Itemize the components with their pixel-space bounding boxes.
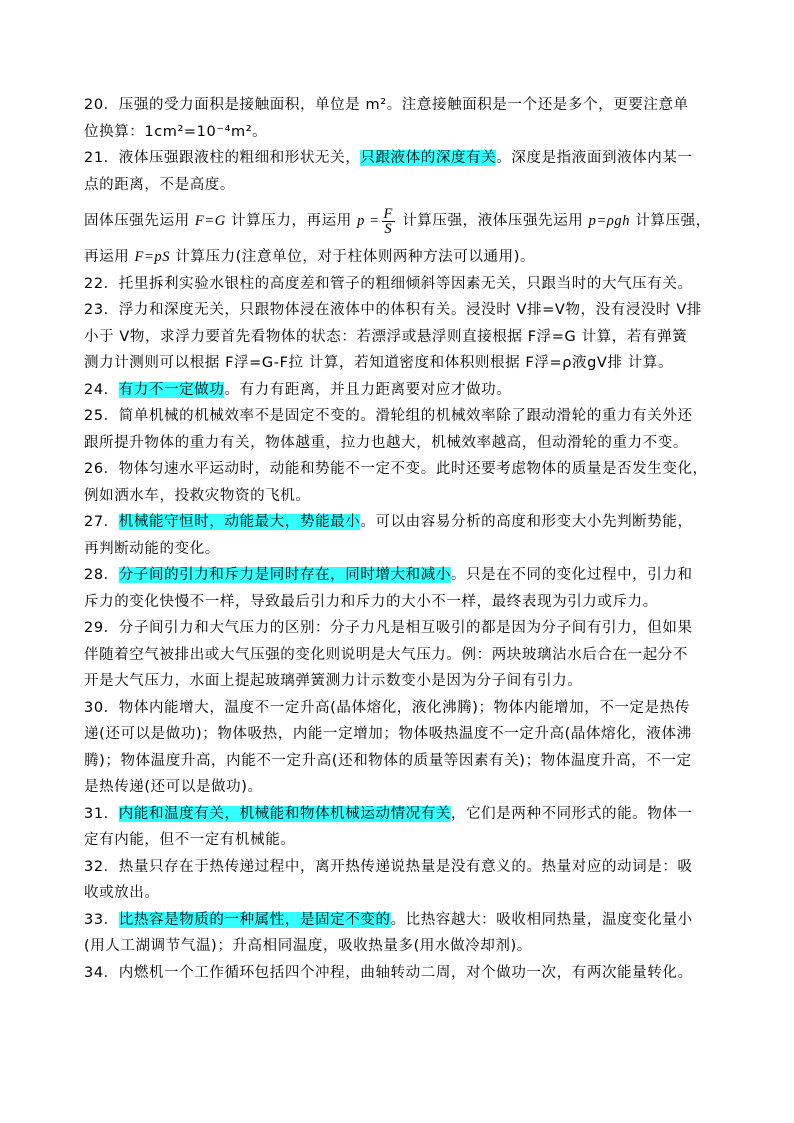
item-30-line-4: 是热传递(还可以是做功)。 bbox=[84, 779, 263, 795]
formula-f-eq-ps: F=pS bbox=[134, 249, 171, 265]
item-30-line-2: 递(还可以是做功)；物体吸热，内能一定增加；物体吸热温度不一定升高(晶体熔化，液体沸 bbox=[84, 726, 692, 742]
item-23-line-1: 23．浮力和深度无关，只跟物体浸在液体中的体积有关。浸没时 V排=V物，没有浸没时 V排 bbox=[84, 302, 702, 318]
formula-text-4: 计算压强， bbox=[630, 213, 711, 229]
item-25-line-1: 25．简单机械的机械效率不是固定不变的。滑轮组的机械效率除了跟动滑轮的重力有关外还 bbox=[84, 408, 693, 424]
item-30-line-1: 30．物体内能增大，温度不一定升高(晶体熔化，液化沸腾)；物体内能增加，不一定是热传 bbox=[84, 699, 690, 716]
item-20-line-2: 位换算：1cm²=10⁻⁴m²。 bbox=[84, 123, 268, 140]
item-33-line-1 bbox=[84, 907, 724, 934]
item-21-line-1 bbox=[84, 145, 724, 172]
formula-line-1 bbox=[84, 198, 724, 244]
item-32-line-2: 收或放出。 bbox=[84, 885, 160, 901]
item-27-text: 。可以由容易分析的高度和形变大小先判断势能， bbox=[360, 514, 693, 530]
item-22-line: 22．托里拆利实验水银柱的高度差和管子的粗细倾斜等因素无关，只跟当时的大气压有关。 bbox=[84, 275, 693, 292]
item-29-line-2: 伴随着空气被排出或大气压强的变化则说明是大气压力。例：两块玻璃沾水后合在一起分不 bbox=[84, 646, 688, 663]
formula-text-6: 计算压力(注意单位，对于柱体则两种方法可以通用)。 bbox=[170, 249, 536, 265]
item-28-text: 。只是在不同的变化过程中，引力和 bbox=[450, 567, 693, 583]
item-28-number: 28． bbox=[84, 567, 119, 583]
item-31-number: 31． bbox=[84, 805, 119, 822]
item-20-line-1: 20．压强的受力面积是接触面积，单位是 m²。注意接触面积是一个还是多个，更要注意单 bbox=[84, 97, 689, 113]
formula-line-2 bbox=[84, 244, 724, 271]
item-31-highlight: 内能和温度有关，机械能和物体机械运动情况有关 bbox=[118, 805, 451, 822]
item-28-highlight: 分子间的引力和斥力是同时存在，同时增大和减小 bbox=[118, 567, 451, 583]
item-33-text: 。比热容越大：吸收相同热量，温度变化量小 bbox=[390, 911, 693, 928]
formula-text-2: 计算压力，再运用 bbox=[225, 213, 358, 229]
fraction-numerator: F bbox=[383, 205, 393, 222]
item-27-line-1 bbox=[84, 509, 724, 536]
item-26-line-2: 例如洒水车，投救灾物资的飞机。 bbox=[84, 487, 311, 504]
item-21-text: 21．液体压强跟液柱的粗细和形状无关， bbox=[84, 150, 361, 166]
document-body bbox=[84, 92, 724, 986]
formula-text-3: 计算压强，液体压强先运用 bbox=[397, 213, 589, 229]
item-26-line-1: 26．物体匀速水平运动时，动能和势能不一定不变。此时还要考虑物体的质量是否发生变化， bbox=[84, 461, 708, 477]
item-24-text: 。有力有距离，并且力距离要对应才做功。 bbox=[224, 381, 512, 398]
formula-f-eq-g: F=G bbox=[194, 213, 226, 229]
item-24-highlight: 有力不一定做功 bbox=[118, 381, 225, 398]
item-28-line-1 bbox=[84, 562, 724, 589]
item-33-number: 33． bbox=[84, 911, 119, 928]
item-34-line: 34．内燃机一个工作循环包括四个冲程，曲轴转动二周，对个做功一次，有两次能量转化。 bbox=[84, 964, 693, 981]
formula-fraction bbox=[382, 207, 395, 236]
item-24-line bbox=[84, 377, 724, 404]
formula-text-5: 再运用 bbox=[84, 249, 135, 265]
item-31-line-2: 定有内能，但不一定有机械能。 bbox=[84, 832, 296, 848]
item-30-line-3: 腾)；物体温度升高，内能不一定升高(还和物体的质量等因素有关)；物体温度升高，不一定 bbox=[84, 752, 692, 769]
item-21-text-post: 。深度是指液面到液体内某一 bbox=[496, 150, 693, 166]
item-28-line-2: 斥力的变化快慢不一样，导致最后引力和斥力的大小不一样，最终表现为引力或斥力。 bbox=[84, 593, 658, 610]
item-31-line-1 bbox=[84, 801, 724, 828]
formula-rho-g-h: p=ρgh bbox=[588, 213, 631, 229]
item-23-line-3: 测力计测则可以根据 F浮=G-F拉 计算，若知道密度和体积则根据 F浮=ρ液gV排 计算。 bbox=[84, 355, 674, 371]
formula-text-1: 固体压强先运用 bbox=[84, 213, 195, 229]
fraction-denominator: S bbox=[384, 220, 393, 237]
item-33-highlight: 比热容是物质的一种属性，是固定不变的 bbox=[118, 911, 391, 928]
item-29-line-1: 29．分子间引力和大气压力的区别：分子力凡是相互吸引的都是因为分子间有引力，但如果 bbox=[84, 620, 693, 636]
item-21-highlight: 只跟液体的深度有关 bbox=[360, 150, 497, 166]
item-24-number: 24． bbox=[84, 381, 119, 398]
item-25-line-2: 跟所提升物体的重力有关，物体越重，拉力也越大，机械效率越高，但动滑轮的重力不变。 bbox=[84, 434, 688, 451]
item-23-line-2: 小于 V物，求浮力要首先看物体的状态：若漂浮或悬浮则直接根据 F浮=G 计算，若有弹簧 bbox=[84, 328, 688, 345]
item-27-line-2: 再判断动能的变化。 bbox=[84, 540, 220, 557]
item-27-highlight: 机械能守恒时，动能最大，势能最小 bbox=[118, 514, 361, 530]
item-27-number: 27． bbox=[84, 514, 119, 530]
item-31-text: ，它们是两种不同形式的能。物体一 bbox=[450, 805, 693, 822]
item-21-line-2: 点的距离，不是高度。 bbox=[84, 176, 235, 193]
item-32-line-1: 32．热量只存在于热传递过程中，离开热传递说热量是没有意义的。热量对应的动词是：吸 bbox=[84, 858, 693, 875]
item-29-line-3: 开是大气压力，水面上提起玻璃弹簧测力计示数变小是因为分子间有引力。 bbox=[84, 673, 583, 689]
formula-p: p = bbox=[357, 213, 380, 229]
item-33-line-2: (用人工湖调节气温)；升高相同温度，吸收热量多(用水做冷却剂)。 bbox=[84, 938, 532, 954]
